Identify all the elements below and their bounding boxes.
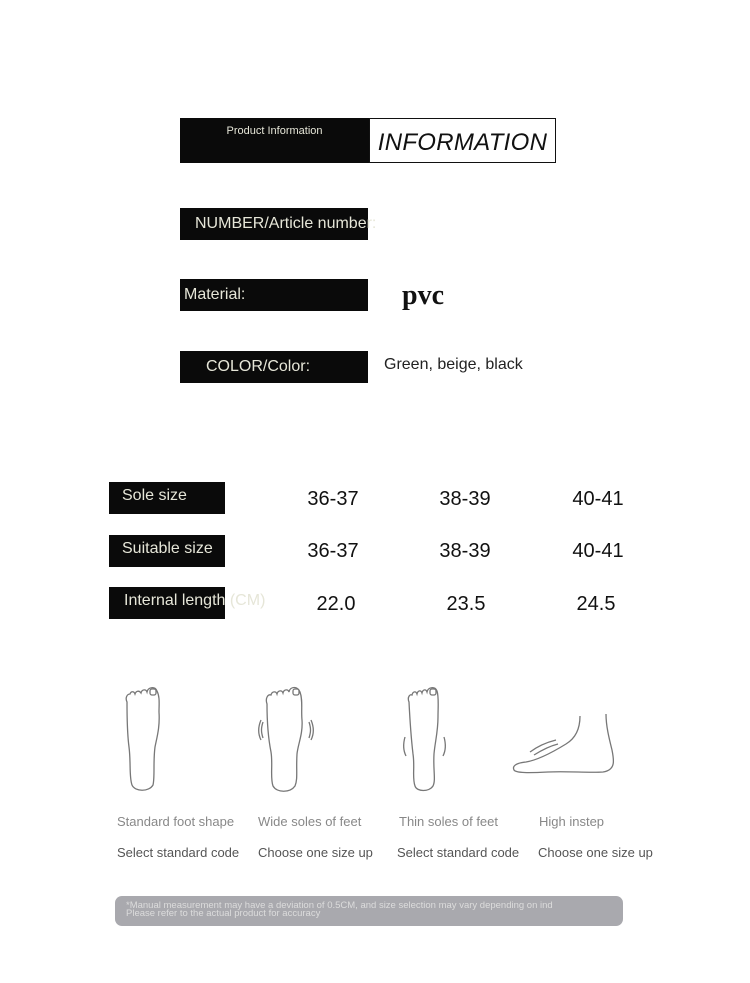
material-label bbox=[180, 279, 368, 311]
article-number-label-text: NUMBER/Article number: bbox=[195, 215, 377, 232]
wide-foot-icon bbox=[253, 682, 323, 797]
article-number-label bbox=[180, 208, 377, 240]
suitable-size-label-text: Suitable size bbox=[122, 540, 213, 557]
suitable-size-label bbox=[109, 535, 225, 567]
material-label-text: Material: bbox=[184, 286, 246, 303]
measurement-note-line2: Please refer to the actual product for accuracy bbox=[126, 908, 321, 919]
suitable-size-value: 40-41 bbox=[572, 540, 624, 562]
internal-length-value: 23.5 bbox=[446, 593, 486, 615]
color-value: Green, beige, black bbox=[384, 356, 523, 373]
sole-size-value: 36-37 bbox=[307, 488, 359, 510]
internal-length-value: 22.0 bbox=[316, 593, 356, 615]
internal-length-label-text: Internal length (CM) bbox=[124, 592, 266, 609]
internal-length-label bbox=[109, 587, 266, 619]
measurement-note bbox=[115, 896, 623, 926]
foot-type-title: Wide soles of feet bbox=[258, 814, 362, 829]
sole-size-label-text: Sole size bbox=[122, 487, 187, 504]
foot-type-advice: Select standard code bbox=[117, 845, 240, 860]
foot-type-title: Standard foot shape bbox=[117, 814, 235, 829]
foot-type-title: Thin soles of feet bbox=[399, 814, 498, 829]
sole-size-label bbox=[109, 482, 225, 514]
foot-type-advice: Choose one size up bbox=[258, 845, 373, 860]
information-title: INFORMATION bbox=[369, 118, 556, 163]
thin-foot-icon bbox=[395, 682, 465, 797]
suitable-size-value: 36-37 bbox=[307, 540, 359, 562]
color-label-text: COLOR/Color: bbox=[206, 358, 311, 375]
color-label bbox=[180, 351, 368, 383]
product-information-label bbox=[180, 118, 369, 163]
material-value: pvc bbox=[402, 280, 444, 311]
standard-foot-icon bbox=[115, 682, 185, 797]
internal-length-value: 24.5 bbox=[576, 593, 616, 615]
sole-size-value: 38-39 bbox=[439, 488, 491, 510]
product-information-text: Product Information bbox=[226, 125, 323, 137]
high-instep-foot-icon bbox=[508, 710, 618, 780]
foot-type-advice: Select standard code bbox=[397, 845, 520, 860]
foot-type-advice: Choose one size up bbox=[538, 845, 653, 860]
suitable-size-value: 38-39 bbox=[439, 540, 491, 562]
foot-type-title: High instep bbox=[539, 814, 605, 829]
sole-size-value: 40-41 bbox=[572, 488, 624, 510]
measurement-note-line1: *Manual measurement may have a deviation of 0.5CM, and size selection may vary depending on ind bbox=[126, 900, 553, 911]
